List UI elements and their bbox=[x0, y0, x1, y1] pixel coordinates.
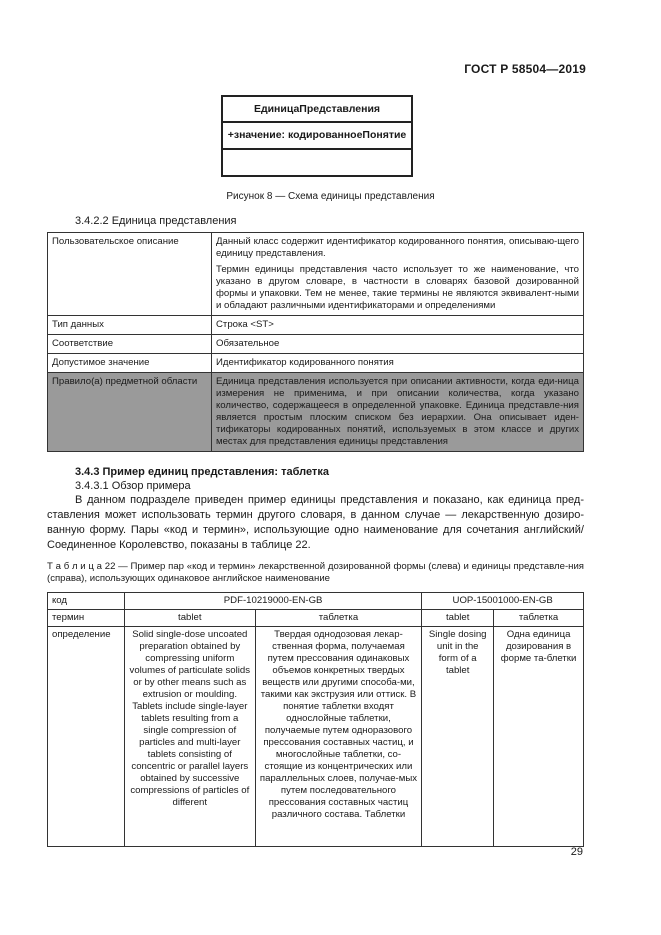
row-label: термин bbox=[48, 610, 125, 627]
subsection-title: 3.4.3.1 Обзор примера bbox=[75, 480, 191, 492]
row-value-paragraph: Данный класс содержит идентификатор кодированного понятия, описываю-щего единицу представления. bbox=[216, 236, 579, 259]
row-label: Правило(а) предметной области bbox=[48, 373, 212, 452]
table-cell: таблетка bbox=[255, 610, 422, 627]
table-cell: Твердая однодозовая лекар-ственная форма, получаемая путем прессования одинаковых объемов конкретных твердых веществ или другими способа-ми, такими как экструзия или оттиск. В понятие таблетки входят однослойные таблетки, получаемые путем одноразового прессования составных частиц, и многослойные таблетки, со-стоящие из концентрических или параллельных слоев, получае-мых путем последовательного прессования составных частиц различного состава. Таблетки bbox=[255, 627, 422, 847]
row-label: код bbox=[48, 593, 125, 610]
table-cell: Одна единица дозирования в форме та-блетки bbox=[494, 627, 584, 847]
row-value bbox=[212, 373, 584, 452]
body-paragraph: В данном подразделе приведен пример единицы представления и показано, как единица пред-ставления может использовать термин другого словаря, в данном случае — лекарственную дозиро-ванную форму. Пары «код и термин», использующие одно наименование для сочетания английский/ Соединенное Королевство, показаны в таблице 22. bbox=[47, 494, 584, 551]
row-value-paragraph: Термин единицы представления часто использует то же наименование, что указано в другом словаре, в частности в словарях базовой дозированной формы и упаковки. Тем не менее, такие термины не являются эквивалент-ными и обладают различными идентификаторами и определениями bbox=[216, 264, 579, 311]
table-row bbox=[48, 610, 584, 627]
table-row bbox=[48, 593, 584, 610]
page-number: 29 bbox=[570, 846, 583, 858]
code-term-table bbox=[47, 592, 584, 847]
table-cell: таблетка bbox=[494, 610, 584, 627]
table-row bbox=[48, 316, 584, 335]
table-row-highlighted bbox=[48, 373, 584, 452]
row-label: Пользовательское описание bbox=[48, 233, 212, 316]
uml-attribute: +значение: кодированноеПонятие bbox=[223, 123, 411, 150]
table-row bbox=[48, 335, 584, 354]
code-left: PDF-10219000-EN-GB bbox=[124, 593, 421, 610]
row-label: Тип данных bbox=[48, 316, 212, 335]
row-label: Соответствие bbox=[48, 335, 212, 354]
row-value bbox=[212, 233, 584, 316]
table-cell: tablet bbox=[422, 610, 494, 627]
table-row bbox=[48, 627, 584, 847]
code-right: UOP-15001000-EN-GB bbox=[422, 593, 584, 610]
uml-operations-compartment bbox=[223, 150, 411, 175]
table-caption: Т а б л и ц а 22 — Пример пар «код и термин» лекарственной дозированной формы (слева) и единицы представле-ния (справа), использующих одинаковое английское наименование bbox=[47, 561, 584, 584]
row-label: Допустимое значение bbox=[48, 354, 212, 373]
subsection-title: 3.4.2.2 Единица представления bbox=[75, 215, 237, 227]
uml-class-name: ЕдиницаПредставления bbox=[223, 97, 411, 123]
table-cell: Solid single-dose uncoated preparation obtained by compressing uniform volumes of particulate solids or by other means such as extrusion or moulding. Tablets include single-layer tablets resulting from a single compression of particles and multi-layer tablets consisting of concentric or parallel layers obtained by successive compressions of particles of different bbox=[124, 627, 255, 847]
row-label: определение bbox=[48, 627, 125, 847]
table-cell: Single dosing unit in the form of a tablet bbox=[422, 627, 494, 847]
attribute-table bbox=[47, 232, 584, 452]
document-header: ГОСТ Р 58504—2019 bbox=[464, 62, 586, 76]
table-row bbox=[48, 354, 584, 373]
row-value: Идентификатор кодированного понятия bbox=[212, 354, 584, 373]
row-value: Обязательное bbox=[212, 335, 584, 354]
table-row bbox=[48, 233, 584, 316]
table-cell: tablet bbox=[124, 610, 255, 627]
row-value-paragraph: Единица представления используется при описании активности, когда еди-ница измерения не применима, и при описании количества, когда указано количество, содержащееся в определенной упаковке. Единица представле-ния является простым плоским списком без иерархии. Она описывает иден-тификаторы кодированных понятий, используемых в этом классе и других местах для представления единицы представления bbox=[216, 376, 579, 447]
section-heading: 3.4.3 Пример единиц представления: таблетка bbox=[75, 466, 329, 478]
uml-class-diagram bbox=[221, 95, 413, 177]
figure-caption: Рисунок 8 — Схема единицы представления bbox=[226, 191, 435, 202]
row-value: Строка <ST> bbox=[212, 316, 584, 335]
